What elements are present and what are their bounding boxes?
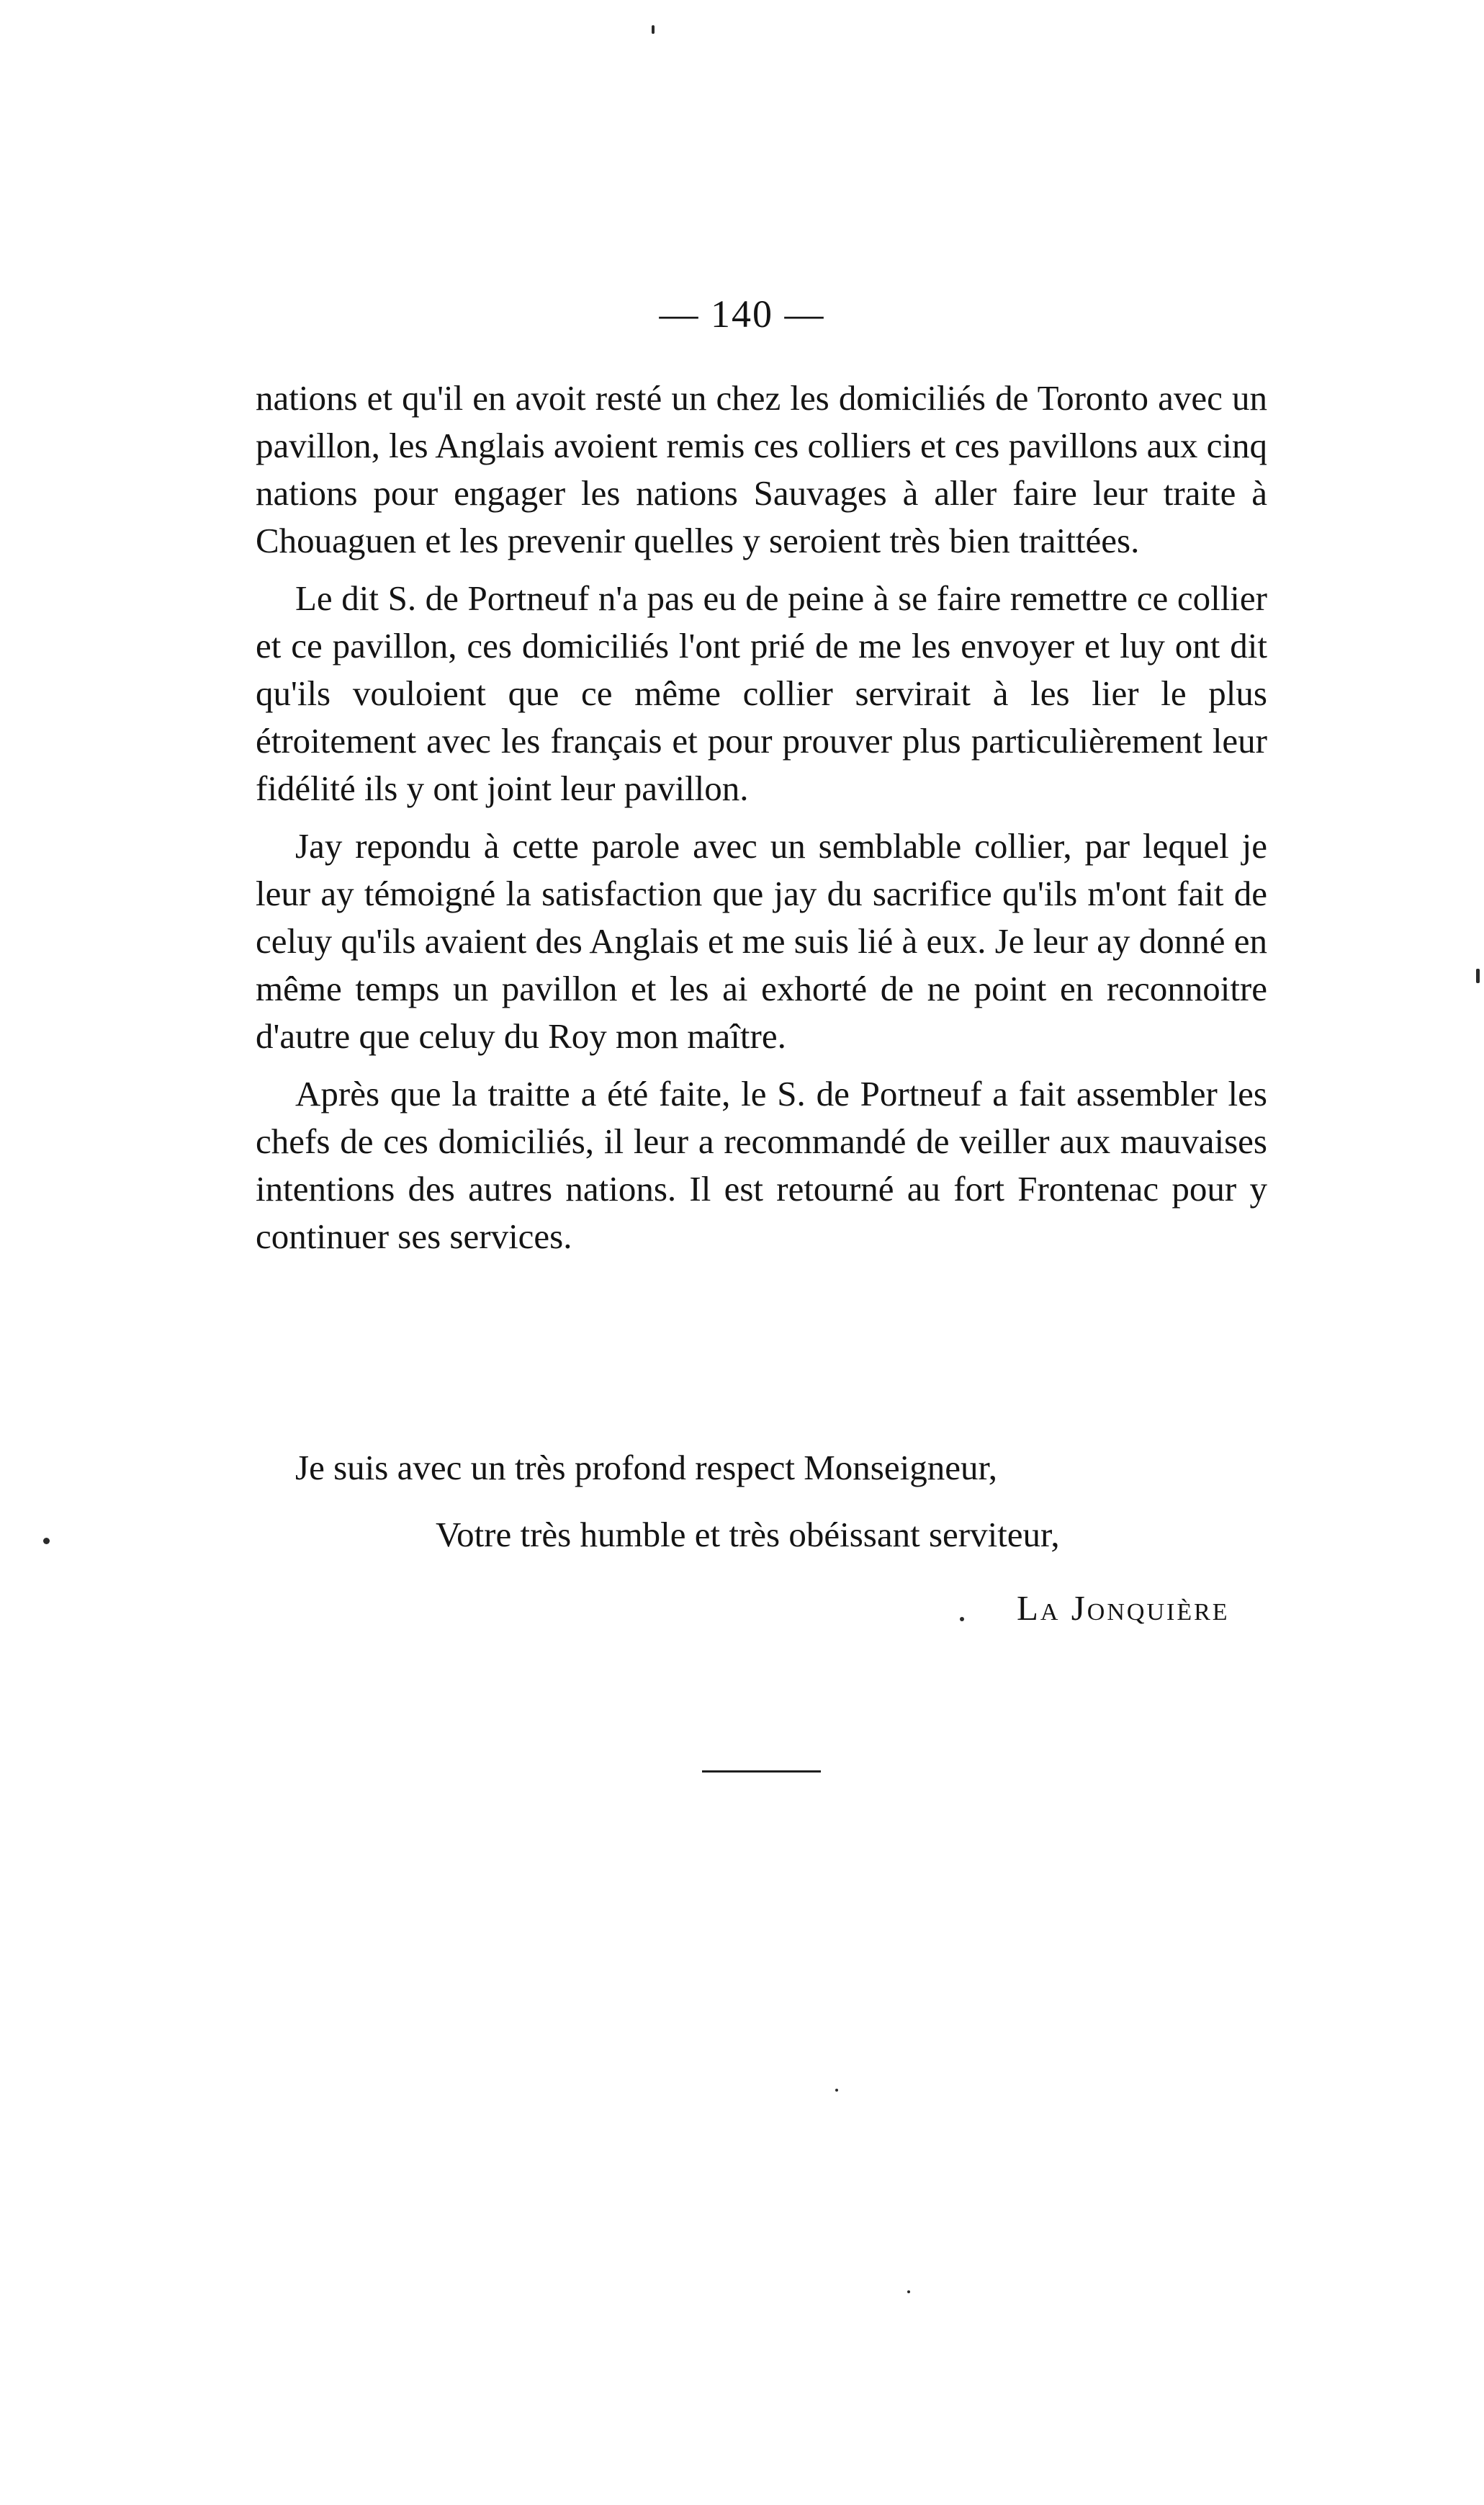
paragraph-3: Jay repondu à cette parole avec un semblable collier, par lequel je leur ay témoigné la satisfaction que jay du sacrifice qu'ils m'ont fait de celuy qu'ils avaient des Anglais et me suis lié à eux. Je leur ay donné en même temps un pavillon et les ai exhorté de ne point en reconnoitre d'autre que celuy du Roy mon maître. bbox=[256, 826, 1267, 1056]
scan-speck bbox=[43, 1538, 50, 1544]
paragraph-1: nations et qu'il en avoit resté un chez les domiciliés de Toronto avec un pavillon, les Anglais avoient remis ces colliers et ces pavillons aux cinq nations pour engager les nations Sauvages à aller faire leur traite à Chouaguen et les prevenir quelles y seroient très bien traittées. bbox=[256, 378, 1267, 560]
scan-speck bbox=[1476, 969, 1480, 983]
scan-speck bbox=[652, 25, 655, 34]
page-number: — 140 — bbox=[659, 292, 825, 336]
letter-body bbox=[256, 375, 1267, 1271]
end-rule-divider bbox=[702, 1770, 821, 1773]
scan-speck bbox=[835, 2089, 838, 2092]
scan-speck bbox=[960, 1617, 964, 1621]
signature: La Jonquière bbox=[1017, 1588, 1230, 1628]
paragraph-2: Le dit S. de Portneuf n'a pas eu de peine à se faire remettre ce collier et ce pavillon, ces domiciliés l'ont prié de me les envoyer et luy ont dit qu'ils vouloient que ce même collier servirait à les lier le plus étroitement avec les français et pour prouver plus particulièrement leur fidélité ils y ont joint leur pavillon. bbox=[256, 578, 1267, 808]
closing-valediction: Votre très humble et très obéissant serviteur, bbox=[436, 1515, 1060, 1554]
closing-salutation: Je suis avec un très profond respect Monseigneur, bbox=[295, 1448, 998, 1487]
scan-speck bbox=[907, 2290, 910, 2293]
paragraph-4: Après que la traitte a été faite, le S. de Portneuf a fait assembler les chefs de ces domiciliés, il leur a recommandé de veiller aux mauvaises intentions des autres nations. Il est retourné au fort Frontenac pour y continuer ses services. bbox=[256, 1074, 1267, 1256]
